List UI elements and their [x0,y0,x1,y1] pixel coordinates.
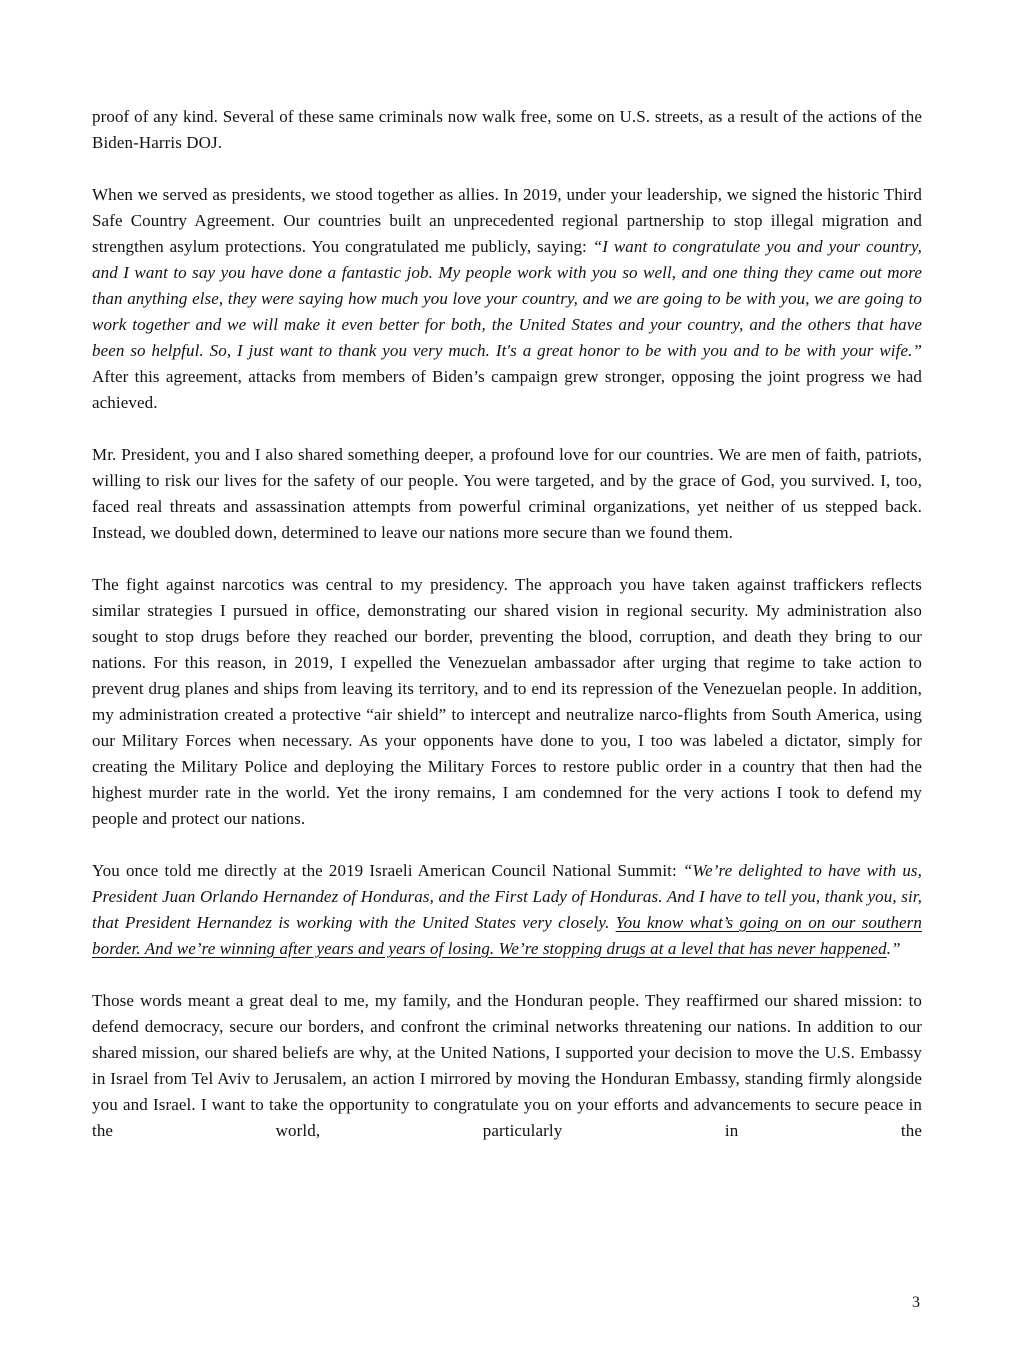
underlined-quote-run: You know what’s going on on our southern border. And we’re winning after years and years of losing. We’re stopping drugs at a level that has never happened [92,913,922,958]
text-run: When we served as presidents, we stood together as allies. In 2019, under your leadership, we signed the historic Third Safe Country Agreement. Our countries built an unprecedented regional partnership to stop illegal migration and strengthen asylum protections. You congratulated me publicly, saying: [92,185,922,256]
paragraph-1 [92,104,922,156]
text-run: Those words meant a great deal to me, my family, and the Honduran people. They reaffirmed our shared mission: to defend democracy, secure our borders, and confront the criminal networks threatening our nations. In addition to our shared mission, our shared beliefs are why, at the United Nations, I supported your decision to move the U.S. Embassy in Israel from Tel Aviv to Jerusalem, an action I mirrored by moving the Honduran Embassy, standing firmly alongside you and Israel. I want to take the opportunity to congratulate you on your efforts and advancements to secure peace in the world, particularly in the [92,991,922,1140]
text-run: proof of any kind. Several of these same criminals now walk free, some on U.S. streets, as a result of the actions of the Biden-Harris DOJ. [92,107,922,152]
paragraph-6 [92,988,922,1144]
quoted-text-run: .” [886,939,901,958]
text-run: You once told me directly at the 2019 Israeli American Council National Summit: [92,861,683,880]
text-run: The fight against narcotics was central to my presidency. The approach you have taken against traffickers reflects similar strategies I pursued in office, demonstrating our shared vision in regional security. My administration also sought to stop drugs before they reached our border, preventing the blood, corruption, and death they bring to our nations. For this reason, in 2019, I expelled the Venezuelan ambassador after urging that regime to take action to prevent drug planes and ships from leaving its territory, and to end its repression of the Venezuelan people. In addition, my administration created a protective “air shield” to intercept and neutralize narco-flights from South America, using our Military Forces when necessary. As your opponents have done to you, I too was labeled a dictator, simply for creating the Military Police and deploying the Military Forces to restore public order in a country that then had the highest murder rate in the world. Yet the irony remains, I am condemned for the very actions I took to defend my people and protect our nations. [92,575,922,828]
paragraph-4 [92,572,922,832]
text-run: After this agreement, attacks from members of Biden’s campaign grew stronger, opposing the joint progress we had achieved. [92,367,922,412]
paragraph-3 [92,442,922,546]
quoted-text-run: “We’re delighted to have with us, President Juan Orlando Hernandez of Honduras, and the First Lady of Honduras. And I have to tell you, thank you, sir, that President Hernandez is working with the United States very closely. [92,861,922,932]
paragraph-2 [92,182,922,416]
text-run: Mr. President, you and I also shared something deeper, a profound love for our countries. We are men of faith, patriots, willing to risk our lives for the safety of our people. You were targeted, and by the grace of God, you survived. I, too, faced real threats and assassination attempts from powerful criminal organizations, yet neither of us stepped back. Instead, we doubled down, determined to leave our nations more secure than we found them. [92,445,922,542]
paragraph-5 [92,858,922,962]
page-number: 3 [912,1294,920,1311]
letter-body [92,104,922,1170]
quoted-text-run: “I want to congratulate you and your country, and I want to say you have done a fantastic job. My people work with you so well, and one thing they came out more than anything else, they were saying how much you love your country, and we are going to be with you, we are going to work together and we will make it even better for both, the United States and your country, and the others that have been so helpful. So, I just want to thank you very much. It's a great honor to be with you and to be with your wife.” [92,237,922,360]
